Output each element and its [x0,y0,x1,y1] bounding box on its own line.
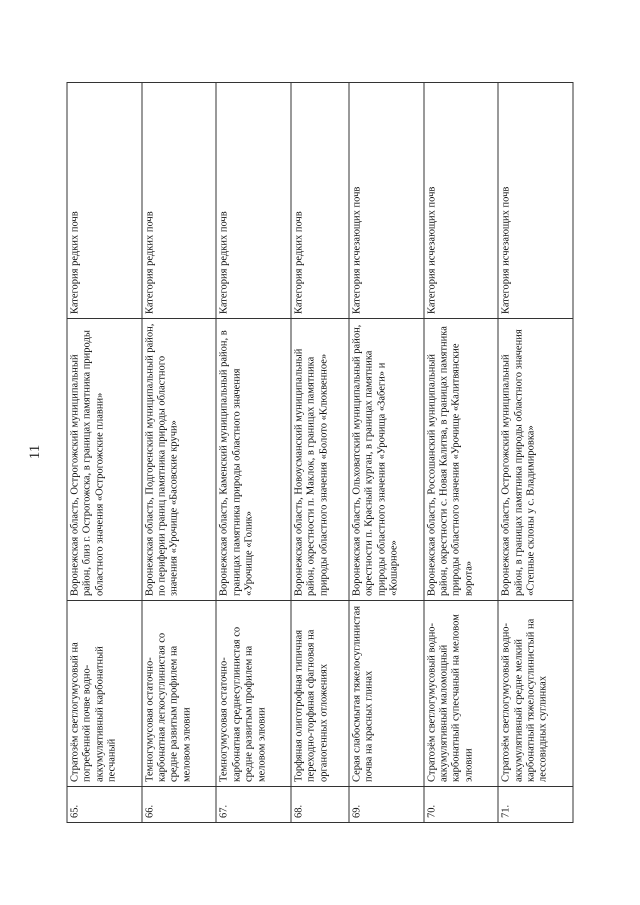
row-number: 67. [216,787,291,823]
location-cell: Воронежская область, Острогожский муниципальный район, близ г. Острогожска, в границах памятника природы областного значения «Острогожские плавни» [67,319,142,601]
table-row [67,83,142,823]
location-cell: Воронежская область, Россошанский муниципальный район, окрестности с. Новая Калитва, в границах памятника природы областного значения «Урочище «Калитвянские ворота» [424,319,499,601]
soil-name-cell: Темногумусовая остаточно-карбонатная легкосуглинистая со средне развитым профилем на меловом элювии [142,601,217,787]
category-cell: Категория исчезающих почв [349,83,424,319]
table-row [142,83,217,823]
location-cell: Воронежская область, Подгоренский муниципальный район, по периферии границ памятника природы областного значения «Урочище «Басовские кручи» [142,319,217,601]
category-cell: Категория исчезающих почв [424,83,499,319]
table-row [498,83,573,823]
soil-registry-table [67,82,574,823]
row-number: 68. [291,787,349,823]
soil-name-cell: Стратозём светлогумусовый водно-аккумулятивный маломощный карбонатный супесчаный на меловом элювии [424,601,499,787]
soil-name-cell: Торфяная олиготрофная типичная переходно-торфяная сфагновая на органогенных отложениях [291,601,349,787]
row-number: 70. [424,787,499,823]
soil-name-cell: Серая слабосмытая тяжелосуглинистая почва на красных глинах [349,601,424,787]
location-cell: Воронежская область, Новоусманский муниципальный район, окрестности п. Маклок, в границах памятника природы областного значения «Болото «Клюквенное» [291,319,349,601]
row-number: 65. [67,787,142,823]
row-number: 69. [349,787,424,823]
table-row [291,83,349,823]
category-cell: Категория исчезающих почв [498,83,573,319]
category-cell: Категория редких почв [67,83,142,319]
table-row [349,83,424,823]
soil-name-cell: Стратозём светлогумусовый на погребенной почве водно-аккумулятивный карбонатный песчаный [67,601,142,787]
soil-name-cell: Стратозём светлогумусовый водно-аккумулятивный средне мелкий карбонатный тяжелосуглинистый на лессовидных суглинках [498,601,573,787]
page-number: 11 [27,444,43,460]
table-row [424,83,499,823]
category-cell: Категория редких почв [291,83,349,319]
row-number: 66. [142,787,217,823]
table-row [216,83,291,823]
soil-name-cell: Темногумусовая остаточно-карбонатная среднесуглинистая со средне развитым профилем на меловом элювии [216,601,291,787]
category-cell: Категория редких почв [142,83,217,319]
row-number: 71. [498,787,573,823]
location-cell: Воронежская область, Каменский муниципальный район, в границах памятника природы областного значения «Урочище «Голик» [216,319,291,601]
location-cell: Воронежская область, Ольховатский муниципальный район, окрестности п. Красный курган, в границах памятника природы областного значения «Урочища «Забеги» и «Кошарное» [349,319,424,601]
category-cell: Категория редких почв [216,83,291,319]
location-cell: Воронежская область, Острогожский муниципальный район, в границах памятника природы областного значения «Степные склоны у с. Владимировка» [498,319,573,601]
rotated-table-container [67,83,574,823]
